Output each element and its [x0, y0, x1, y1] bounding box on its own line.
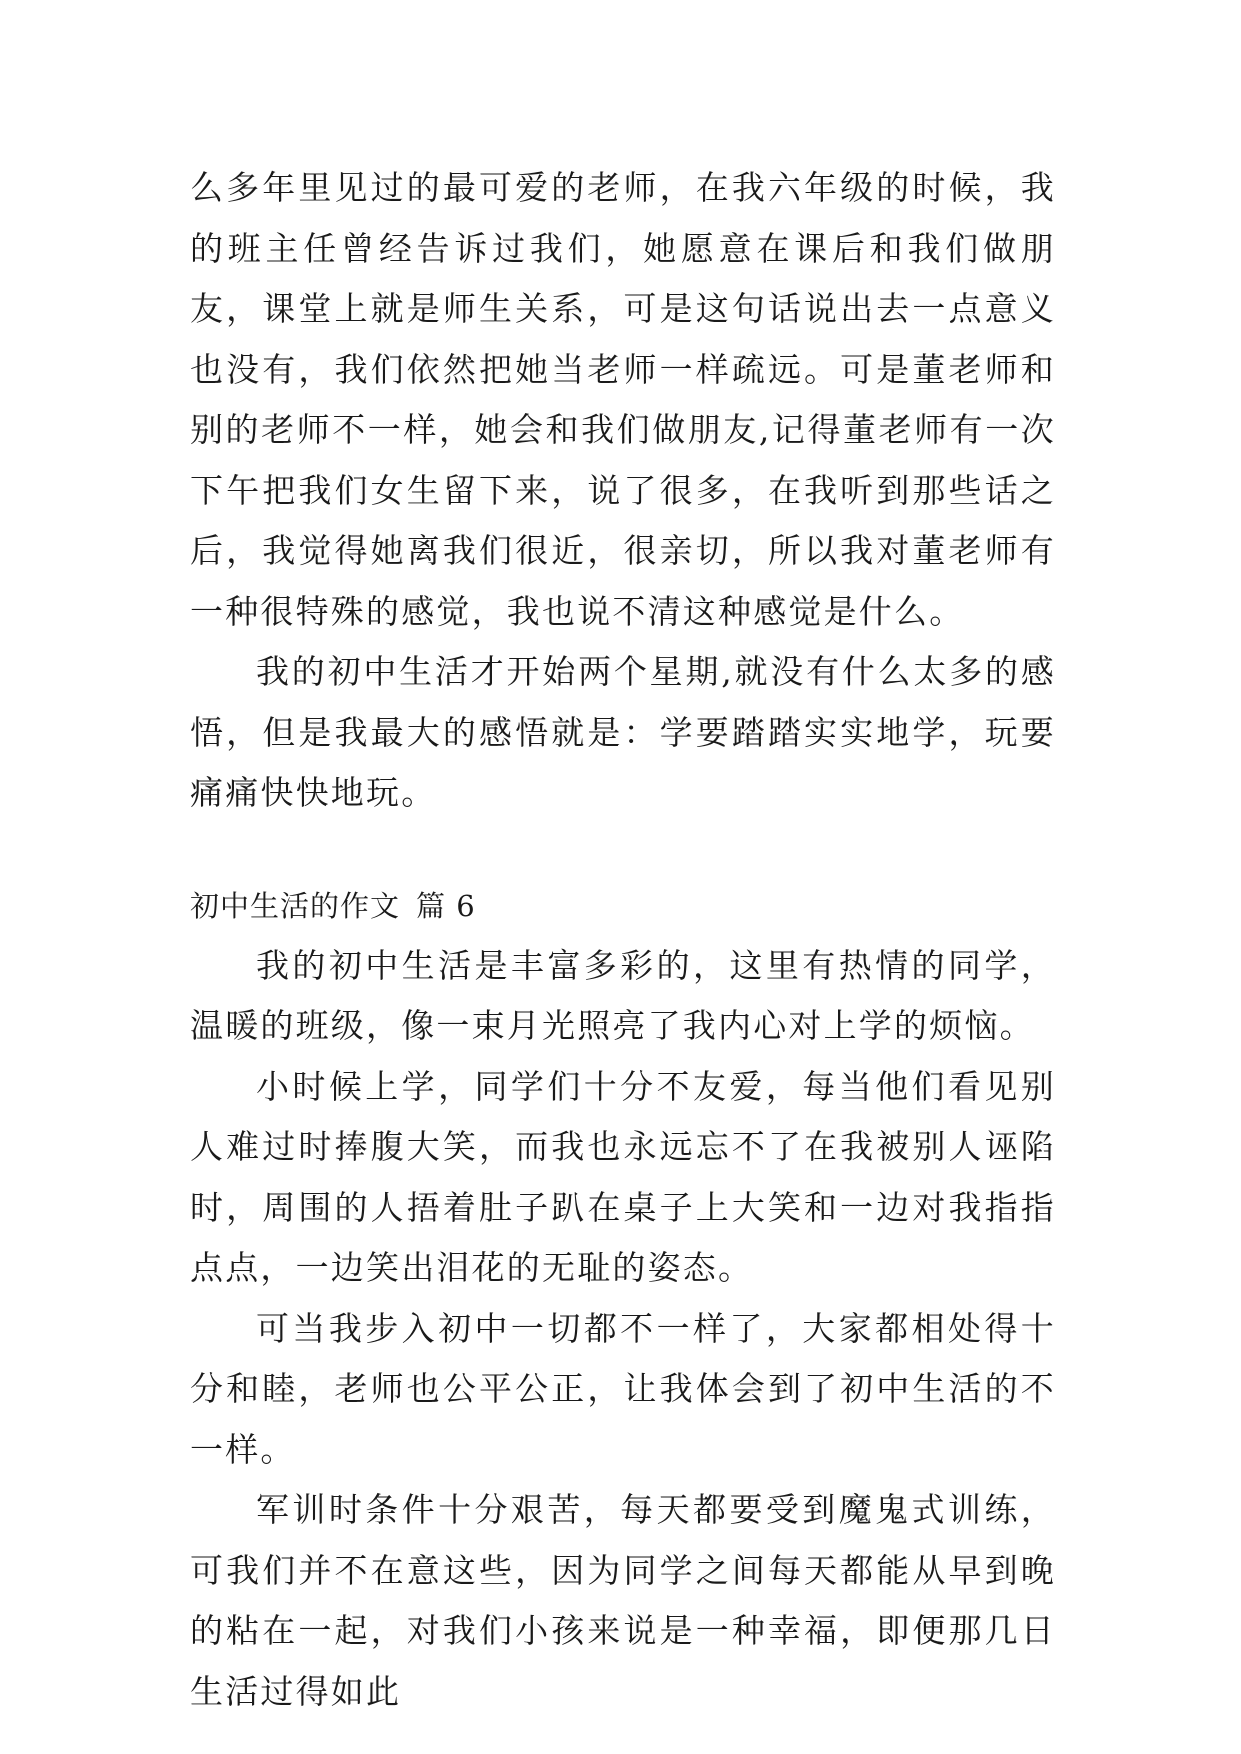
document-page: [190, 158, 1056, 1722]
section-heading: [190, 876, 1056, 936]
paragraph-colorful-life: 我的初中生活是丰富多彩的，这里有热情的同学，温暖的班级，像一束月光照亮了我内心对上学的烦恼。: [190, 945, 1056, 1045]
paragraph-first-weeks: 我的初中生活才开始两个星期,就没有什么太多的感悟，但是我最大的感悟就是：学要踏踏实实地学，玩要痛痛快快地玩。: [190, 652, 1056, 812]
paragraph-military-training: 军训时条件十分艰苦，每天都要受到魔鬼式训练，可我们并不在意这些，因为同学之间每天都能从早到晚的粘在一起，对我们小孩来说是一种幸福，即便那几日生活过得如此: [190, 1490, 1056, 1711]
section-title: 初中生活的作文: [190, 888, 401, 923]
paragraph-teacher-memory: 么多年里见过的最可爱的老师，在我六年级的时候，我的班主任曾经告诉过我们，她愿意在课后和我们做朋友，课堂上就是师生关系，可是这句话说出去一点意义也没有，我们依然把她当老师一样疏远。可是董老师和别的老师不一样，她会和我们做朋友,记得董老师有一次下午把我们女生留下来，说了很多，在我听到那些话之后，我觉得她离我们很近，很亲切，所以我对董老师有一种很特殊的感觉，我也说不清这种感觉是什么。: [190, 168, 1056, 631]
paragraph-childhood: 小时候上学，同学们十分不友爱，每当他们看见别人难过时捧腹大笑，而我也永远忘不了在我被别人诬陷时，周围的人捂着肚子趴在桌子上大笑和一边对我指指点点，一边笑出泪花的无耻的姿态。: [190, 1066, 1056, 1287]
section-label: 篇 6: [416, 888, 476, 923]
paragraph-middle-school: 可当我步入初中一切都不一样了，大家都相处得十分和睦，老师也公平公正，让我体会到了初中生活的不一样。: [190, 1308, 1056, 1469]
